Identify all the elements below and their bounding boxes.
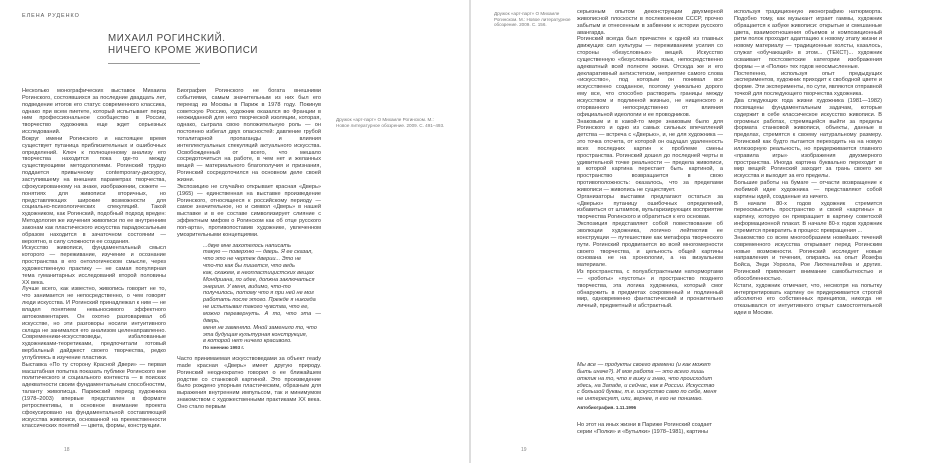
right-column-1 bbox=[577, 9, 723, 354]
artist-quote-right bbox=[577, 362, 717, 436]
paragraph: Постепенно, используя опыт предыдущих экспериментов, художник приходит к свободной цвете и форме. Эти эксперименты, по сути, являются отправной точкой для последующего творчества художника. bbox=[734, 70, 882, 98]
title-line-2: НИЧЕГО КРОМЕ ЖИВОПИСИ bbox=[108, 44, 259, 56]
left-column-2 bbox=[177, 88, 321, 448]
paragraph: Несколько монографических выставок Михаила Рогинского, состоявшихся за последние двадцать лет, подведение итогов его статус современного классика, однако при всем пиетете, который испытывает перед ним профессиональное сообщество в России, творчество художника еще ждет серьезных исследований. bbox=[22, 88, 166, 136]
running-head: ЕЛЕНА РУДЕНКО bbox=[22, 13, 80, 19]
page-number-right: 19 bbox=[521, 447, 527, 453]
paragraph: серьезным опытом деконструкции двухмерной живописной плоскости в послевоенном СССР, прочно забытым и отнесенным в забвении к истории русского авангарда. bbox=[577, 9, 723, 36]
right-page bbox=[471, 0, 940, 463]
paragraph: Большие работы на бумаге — отчасти возвращение к любимой идее художника — представляют собой картины идей, созданные из ничего. bbox=[734, 180, 882, 200]
paragraph: В начале 80-х годов художник стремится переосмыслить пространство и своей «картины» в картину, которую он превращает в картину советской информационной плакат. В начале 80-х годов художник стремится превратить в процесс превращения ... bbox=[734, 200, 882, 234]
quote-source: По мнению 1993 г. bbox=[203, 345, 245, 351]
paragraph: используя традиционную иконографию натюрморта. Подобно тому, как музыкант играет гаммы, художник обращается к азбуке живописи: открытые и смешанные цвета, взаимоотношения объемов и композиционный ритм полок проходит адаптацию к новому этапу жизни и новому материалу — традиционные холсты, казалось, служат «обучающей» в этом... (ТЕКСТ)... художник осваивает постсоветские категории изображения формы — и «Полки» тех годов неосмысленные. bbox=[734, 9, 882, 70]
chapter-title bbox=[108, 33, 258, 56]
left-column-1 bbox=[22, 88, 166, 448]
quote-text: Мы все — продукты своего времени (и как может быть иначе?). И моя работа — это всего лишь отклик на то, что я вижу и знаю, что происходит здесь, на Западе, и сейчас, как в России. Искусство с большой буквы, т.е. искусство само по себе, меня не интересует, или, вернее, я его не понимаю. bbox=[577, 362, 717, 403]
paragraph: Вокруг имени Рогинского и настоящее время существует путаница приблизительных и ошибочных определений. Ключ к полноценному анализу его творчества находится пока где-то между существующими методологиями. Рогинский трудно поддается привычному contemporary-дискурсу, заступившему на внешних параметрах творчества, сфокусированному на знаке, изображении, сюжете — понятиях для живописи вторичных, но представляющих широкие возможности для социально-психологических спекуляций. Такой художником, как Рогинский, подобный подход вреден: Методология же изучения живописи по ее внутренним законам как пластического искусства парадоксальным образом находится в зачаточном состоянии — вероятно, в силу сложности ее создания. bbox=[22, 135, 166, 245]
artist-quote: ...двуе мне захотелось написать такую — поверхню — дверь. Я ее сказал, что это не чертеж дверии... Это не что-то как бы пишется, что ведь как, скажем, в неопластицистских вещах Мондриана, по идее, должна заключаться энергия. У меня, видимо, что-то получилось, потому что я при ней не мог работать после этого. Прежде я никогда не испытывал такого чувства, что ее, можно перевернуть. А то, что эта — дверь, меня не заменяло. Мной заменило то, что эта будущая культурная конструкция, в которой нет ничего красивого. bbox=[203, 242, 321, 345]
left-page bbox=[0, 0, 469, 463]
paragraph: Организаторы выставки предлагают остаться за «Дверью» путаницу ошибочных определений, избавиться от штампов, вульгаризирующих восприятие творчества Рогинского и обратиться к его основам. bbox=[577, 193, 723, 221]
paragraph: Два следующих года жизни художника (1981—1982) посвящены фундаментальным задачам, которые содержит в себе классическое искусство живописи. В огромных работах, стремящейся выйти за пределы формата станковой живописи, объекты, данные в пределах, стремятся к своему натуральному размеру. Рогинский как будто пытается переходить на на новую иллюзорную реальность, но придерживается главного «правила игры» изображения двухмерного пространства. Иногда картина буквально переходит в мир вещей: Рогинский заходит за грань своего же искусства и выходит за его пределы. bbox=[734, 97, 882, 180]
paragraph: Лучше всего, как известно, живопись говорит не то, что занимается не непосредственно, о чем говорят люди искусства. И Рогинский принадлежал к ним — не владел понятием невыносимого эффектного автокомментария. Он охотно разговаривал об искусстве, но эти разговоры носили интуитивного склада не занимался его анализом целенаправленно. Современники-искусствоведы, избалованные художниками-теоретиками, предпочитали готовый вербальный дайджест своего творчества, редко углубляясь в изучение пластики. bbox=[22, 286, 166, 361]
footnote: Дружок «арт-парт» О Михаиле Рогинском. М.: Новое литературное обозрение. 2009. С. 491–493. bbox=[336, 117, 445, 128]
paragraph: Биография Рогинского не богата внешними событиями, самым значительным из них был его переезд из Москвы в Париж в 1978 году. Покинув советскую Россию, художник оказался во Франции в неожиданной для него творческой изоляции, которая, однако, сыграла свою положительную роль — он постоянно избегал двух опасностей: давление грубой тоталитарной пропаганды и влияния интеллектуальных спекуляций актуального искусства. Освобожденный от всего, что мешало сосредоточиться на работе, в чем нет и желанных вещей — материального благополучия и признания, Рогинский сосредоточился на основном деле своей жизни. bbox=[177, 88, 321, 183]
paragraph: Выставка «По ту сторону Красной Двери» — первая масштабная попытка показать публике Рогинского вне политического и социального контекста — в поисках адекватности своим фундаментальным способностям, таланту живописца. Парижский период художника (1978–2003) впервые представлен в формате ретроспективы, в основное внимание проекта сфокусировано на фундаментальной составляющей искусства живописи, основанной на преемственности классических понятий — цвета, формы, конструкции. bbox=[22, 361, 166, 430]
quote-source: Автобиография. 1.11.1996 bbox=[577, 405, 637, 411]
paragraph: Часто принимаемая искусствоведами за объект ready made красная «Дверь» имеет другую природу. Рогинский неоднократно говорил о ее ближайшем родстве со станковой картиной. Это произведение было рождено упорным пластическим, образным для выражения внутренним импульсом, так и минимумом знакомством с художественными практиками ХХ века. Оно стало первым bbox=[177, 356, 321, 410]
paragraph: Экспозиция представляет собой повествование об эволюции художника, логично лейтмотив ее конструкции — путешествие как метафора творческого пути. Рогинский продвигается во всей многомерности своего творчества, и цельность общей картины основана не на хронологии, а на визуальном материале. bbox=[577, 221, 723, 269]
paragraph: Искусство живописи, фундаментальный смысл которого — переживание, изучение и осознание пространства в его онтологическом смысле, через художественную практику — не самая популярная тема гуманитарных исследований второй половины ХХ века. bbox=[22, 245, 166, 286]
paragraph: Экспозицию не случайно открывает красная «Дверь» (1965) — единственная на выставке произведение Рогинского, относящееся к российскому периоду — самое значительное, но и символ «Дверь» в нашей выставке и в ее составе символизирует слияние с эффектным мифом о Рогинском как об отце русского поп-арта», противопоставив художнике, увлеченном умозрительными концепциями. bbox=[177, 183, 321, 238]
paragraph: Рогинский всегда был причастен к одной из главных движущих сил культуры — переживанием усилия со стороны «безусловных» вещей. Искусство существенную «безусловный» язык, непосредственно адекватный всей полноте жизни. Отсюда же и его декларативный антиэстетизм, неприятие самого слова «искусство», под которым он понимал все искусственно созданное, поэтому уникально дорого ему все, что способно растворить границы между искусством и подлинной жизнью, не нищенского и оторванного непосредственно от влияния официальной идеологии и ее проводников. bbox=[577, 36, 723, 118]
paragraph: Из пространства, с полуабстрактными натюрмортами — «роботы» «пустоты» и пространство позднего творчества, эта логика художника, который смог обнаружить в предметах сокровенный и подлинный мир, одновременно фантастический и пронзительно личный, предметный и абстрактный. bbox=[577, 269, 723, 310]
paragraph: Кстати, художник отмечает, что, несмотря на попытку интерпретировать картину он придерживается строгой абсолютно его собственных принципов, никогда не отказывался от интуитивного открыт самостоятельной идеи в Москве. bbox=[734, 282, 882, 317]
paragraph: Но этот на иных жизни в Париже Рогинский создает серии «Полки» и «Бутылки» (1978–1981), картины bbox=[577, 421, 712, 435]
paragraph: Знакомство со всем многообразием новейших течений современного искусства открывает перед Рогинским новые возможности. Рогинский исследует новые направления и течения, опираясь на опыт Йозефа Бойса, Энди Уорхола, Рое Лихтенштейна и других. Рогинский привлекает внимание самобытностью и обособленностью. bbox=[734, 234, 882, 282]
page-number-left: 18 bbox=[64, 447, 70, 453]
paragraph: Знаковым и в какой-то мере знаковым было для Рогинского и одно из самых сильных впечатлений детства — встреча с «Дверью», и, не для художника — это точка отсчета, от которой он ощущал удаленность всех последних картин к проблеме смены пространства. Рогинский дошел до последней черты в удивительной точке реальности — предела живописи, в которой картина перестает быть картиной, а пространство возвращается в свою противоположность: оказалось, что за пределами живописи — живопись не существует. bbox=[577, 118, 723, 193]
right-column-2 bbox=[734, 9, 882, 454]
title-line-1: МИХАИЛ РОГИНСКИЙ. bbox=[108, 33, 226, 44]
title-rule bbox=[108, 63, 200, 64]
footnote: Дружок «арт-парт» О Михаиле Рогинском. М.: Новое литературное обозрение. 2009. С. 156. bbox=[494, 11, 571, 28]
